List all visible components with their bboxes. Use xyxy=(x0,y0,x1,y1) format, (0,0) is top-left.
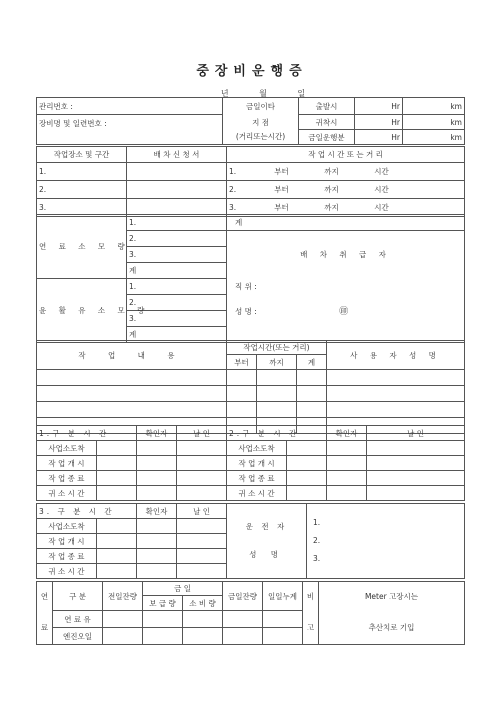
driver-list xyxy=(307,504,465,579)
depart-label: 출발시 xyxy=(299,98,355,115)
daily-total: 일일누계 xyxy=(263,582,303,611)
shift-2-row-2: 작 업 개 시 xyxy=(227,456,287,471)
work-time-header: 작업시간(또는 거리) xyxy=(227,341,327,355)
today-line3: (거리또는시간) xyxy=(223,130,299,145)
content-row[interactable] xyxy=(37,402,227,418)
shift-3-seal: 날 인 xyxy=(177,504,227,519)
content-total: 계 xyxy=(297,355,327,370)
shift-3-row-4: 귀 소 시 간 xyxy=(37,564,97,579)
place-header: 작업장소 및 구간 xyxy=(37,147,127,163)
consumption-table xyxy=(36,214,465,343)
depart-hr: Hr xyxy=(355,98,403,115)
consume-header: 소 비 량 xyxy=(183,596,223,611)
content-table xyxy=(36,340,465,434)
driver-name-label: 성 명 xyxy=(249,550,284,559)
dispatch-cell-1[interactable] xyxy=(127,163,227,181)
dispatcher-name: 성 명 : xyxy=(235,307,257,316)
work-table xyxy=(36,146,465,217)
fuel-oil-label: 연 료 유 xyxy=(53,611,103,628)
time-from-1: 부터 xyxy=(257,163,307,181)
shift-3-row-1: 사업소도착 xyxy=(37,519,97,534)
ledger-category: 구 분 xyxy=(53,582,103,611)
shift-3-row-2: 작 업 개 시 xyxy=(37,534,97,549)
fuel-item-2: 2. xyxy=(127,231,227,247)
shift-2-confirmer: 확인자 xyxy=(327,426,367,441)
time-header: 작 업 시 간 또 는 거 리 xyxy=(227,147,465,163)
time-to-3: 까지 xyxy=(307,199,357,217)
fuel-item-3: 3. xyxy=(127,247,227,263)
driver-num-1: 1. xyxy=(313,518,321,527)
arrive-hr: Hr xyxy=(355,115,403,130)
place-row-3: 3. xyxy=(37,199,127,217)
oil-item-3: 3. xyxy=(127,311,227,327)
content-row[interactable] xyxy=(37,370,227,386)
content-row[interactable] xyxy=(37,386,227,402)
time-from-3: 부터 xyxy=(257,199,307,217)
header-table xyxy=(36,97,465,145)
content-from: 부터 xyxy=(227,355,257,370)
today-remain: 금일잔량 xyxy=(223,582,263,611)
shift-1-row-2: 작 업 개 시 xyxy=(37,456,97,471)
dispatch-header: 배 차 신 청 서 xyxy=(127,147,227,163)
today-run-hr: Hr xyxy=(355,130,403,145)
mgmt-no-label: 관리번호 : xyxy=(37,98,223,115)
dispatcher-position: 직 위 : xyxy=(227,279,465,295)
shift-1-confirmer: 확인자 xyxy=(137,426,177,441)
supply-header: 보 급 량 xyxy=(143,596,183,611)
place-row-2: 2. xyxy=(37,181,127,199)
time-row-num-2: 2. xyxy=(227,181,257,199)
bi-char: 비 xyxy=(303,582,319,611)
shift-table-1 xyxy=(36,425,465,501)
user-name-header: 사 용 자 성 명 xyxy=(327,341,465,370)
form-title: 중장비운행증 xyxy=(196,64,308,79)
driver-num-2: 2. xyxy=(313,536,321,545)
depart-km: km xyxy=(403,98,465,115)
remark-1: Meter 고장시는 xyxy=(319,582,465,611)
driver-label: 운 전 자 xyxy=(245,522,288,531)
oil-item-total: 계 xyxy=(127,327,227,343)
shift-1-seal: 날 인 xyxy=(177,426,227,441)
time-from-2: 부터 xyxy=(257,181,307,199)
time-hours-2: 시간 xyxy=(357,181,407,199)
seal-mark: ㊞ xyxy=(339,307,349,317)
place-row-1: 1. xyxy=(37,163,127,181)
go-char: 고 xyxy=(303,611,319,645)
today-line2: 지 점 xyxy=(223,115,299,130)
today-run-km: km xyxy=(403,130,465,145)
fuel-consumption-label: 연 료 소 모 량 xyxy=(37,215,127,279)
content-to: 까지 xyxy=(257,355,297,370)
dispatch-cell-2[interactable] xyxy=(127,181,227,199)
prev-remain: 전일잔량 xyxy=(103,582,143,611)
oil-consumption-label: 윤 활 유 소 모 량 xyxy=(37,279,127,343)
arrive-label: 귀착시 xyxy=(299,115,355,130)
work-content-header: 작 업 내 용 xyxy=(37,341,227,370)
shift-1-row-1: 사업소도착 xyxy=(37,441,97,456)
oil-item-2: 2. xyxy=(127,295,227,311)
shift-2-row-1: 사업소도착 xyxy=(227,441,287,456)
driver-num-3: 3. xyxy=(313,554,321,563)
shift-1-header: 1.구 분 시 간 xyxy=(37,426,137,441)
time-hours-3: 시간 xyxy=(357,199,407,217)
today-run-label: 금일운행분 xyxy=(299,130,355,145)
time-to-1: 까지 xyxy=(307,163,357,181)
driver-label-cell xyxy=(227,504,307,579)
shift-1-row-3: 작 업 종 료 xyxy=(37,471,97,486)
engine-oil-label: 엔진오일 xyxy=(53,628,103,645)
shift-table-2 xyxy=(36,503,465,579)
date-line: 년 월 일 xyxy=(220,89,320,98)
shift-3-confirmer: 확인자 xyxy=(137,504,177,519)
time-row-num-3: 3. xyxy=(227,199,257,217)
remark-2: 추산치로 기입 xyxy=(319,611,465,645)
shift-2-header: 2.구 분 시 간 xyxy=(227,426,327,441)
time-row-num-1: 1. xyxy=(227,163,257,181)
shift-2-row-4: 귀 소 시 간 xyxy=(227,486,287,501)
shift-3-header: 3. 구 분 시 간 xyxy=(37,504,137,519)
oil-item-1: 1. xyxy=(127,279,227,295)
dispatcher-label: 배 차 취 급 자 xyxy=(227,231,465,279)
yeon-char: 연 xyxy=(37,582,53,611)
time-blank-2 xyxy=(407,181,465,199)
dispatcher-name-cell xyxy=(227,295,465,327)
shift-2-seal: 날 인 xyxy=(367,426,465,441)
arrive-km: km xyxy=(403,115,465,130)
today-header: 금 일 xyxy=(143,582,223,596)
time-blank-1 xyxy=(407,163,465,181)
equip-name-label: 장비명 및 일련번호 : xyxy=(37,115,223,145)
fuel-item-total: 계 xyxy=(127,263,227,279)
time-hours-1: 시간 xyxy=(357,163,407,181)
dispatch-total: 계 xyxy=(227,215,465,231)
ryo-char: 료 xyxy=(37,611,53,645)
fuel-ledger-table xyxy=(36,581,465,645)
shift-2-row-3: 작 업 종 료 xyxy=(227,471,287,486)
fuel-item-1: 1. xyxy=(127,215,227,231)
shift-3-row-3: 작 업 종 료 xyxy=(37,549,97,564)
time-to-2: 까지 xyxy=(307,181,357,199)
shift-1-row-4: 귀 소 시 간 xyxy=(37,486,97,501)
today-line1: 금일이타 xyxy=(223,98,299,115)
